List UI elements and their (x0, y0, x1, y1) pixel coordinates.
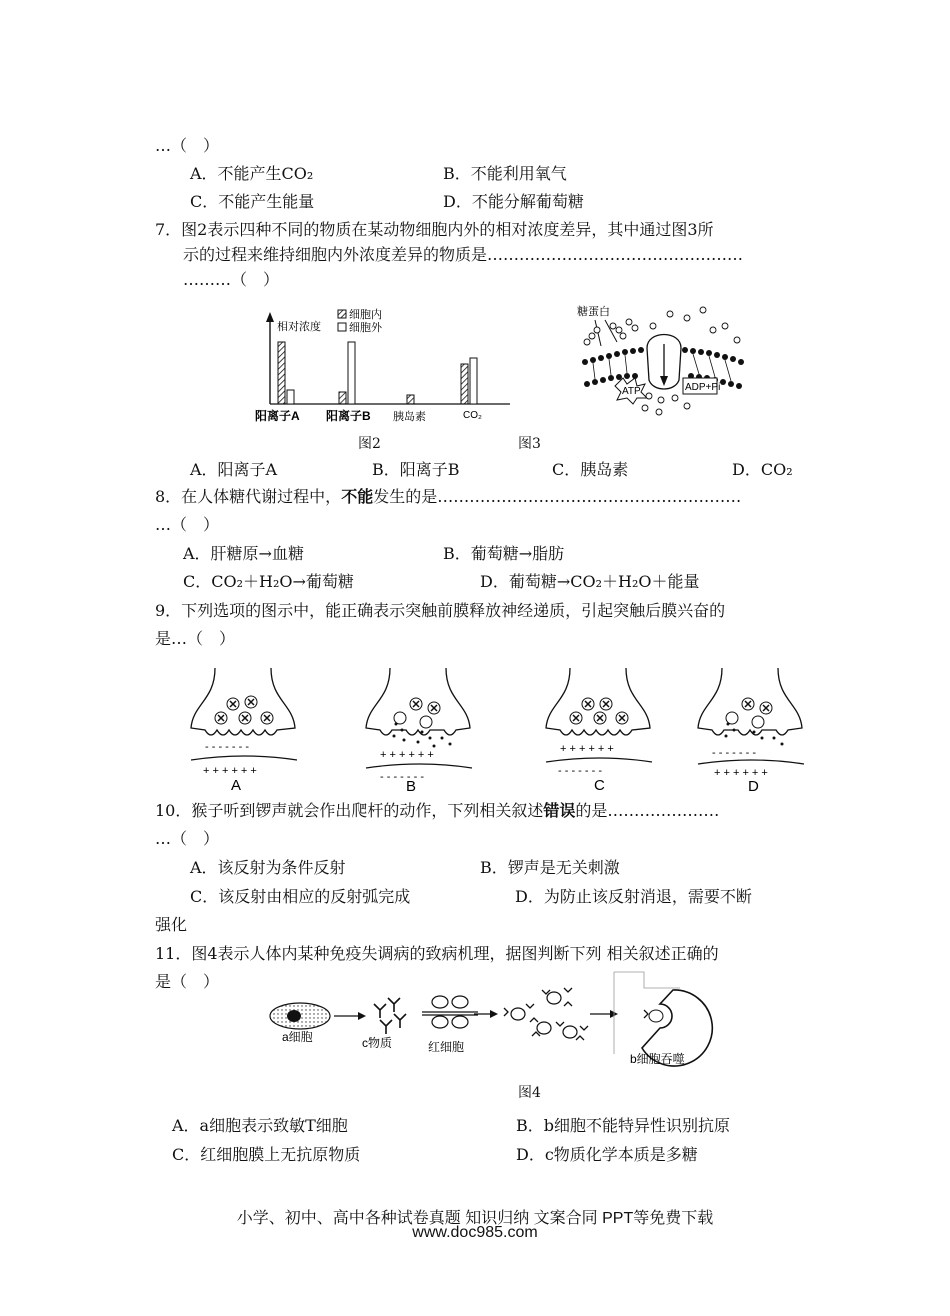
postsynaptic-charge-c: - - - - - - - (558, 765, 602, 777)
bar-cation-a-inside (278, 342, 285, 404)
postsynaptic-membrane-d (698, 760, 804, 764)
q10-stem-line1 (155, 801, 719, 821)
legend-inside-label: 细胞内 (349, 309, 382, 321)
q7-option-b: B．阳离子B (372, 460, 460, 479)
arrow-1-head (358, 1012, 366, 1020)
bar-co2-inside (461, 364, 468, 404)
q6-option-c: C．不能产生能量 (190, 192, 315, 211)
y-axis-arrow (266, 312, 274, 322)
q9-stem-line2: 是…（ ） (155, 629, 236, 648)
synapse-label-a: A (231, 777, 242, 794)
synapse-label-b: B (406, 778, 417, 795)
q8-stem-text: 8．在人体糖代谢过程中， (155, 487, 342, 506)
presynaptic-charge-a: - - - - - - - (205, 741, 249, 753)
q7-stem-line2: 示的过程来维持细胞内外浓度差异的物质是………………………………………… (183, 245, 744, 264)
footer-promo-text: 小学、初中、高中各种试卷真题 知识归纳 文案合同 PPT等免费下载 (236, 1210, 714, 1227)
q6-continuation: …（ ） (155, 136, 220, 155)
presynaptic-charge-d: - - - - - - - (712, 747, 756, 759)
q11-option-b: B．b细胞不能特异性识别抗原 (516, 1116, 731, 1135)
synapse-label-d: D (748, 778, 759, 795)
postsynaptic-membrane-b (366, 764, 472, 768)
synapse-diagram-d (692, 660, 814, 800)
figure-3-membrane-diagram (575, 300, 755, 418)
postsynaptic-charge-b: - - - - - - - (380, 771, 424, 783)
c-substance-label: c物质 (362, 1036, 393, 1050)
legend-inside-swatch (338, 310, 346, 318)
engulfed-antibody (644, 1010, 648, 1018)
q6-option-a: A．不能产生CO₂ (190, 164, 314, 183)
legend-outside-swatch (338, 323, 346, 331)
figure-3-caption: 图3 (518, 436, 541, 452)
bar-cation-a-outside (287, 390, 294, 404)
a-cell-nucleus (287, 1010, 301, 1022)
bar-cation-b-inside (339, 392, 346, 404)
presynaptic-terminal-c (546, 668, 650, 735)
figure-2-bar-chart (245, 300, 520, 430)
glycoprotein-label: 糖蛋白 (577, 306, 610, 318)
q8-stem-line2: …（ ） (155, 515, 220, 534)
engulfed-rbc (649, 1010, 663, 1022)
q6-option-d: D．不能分解葡萄糖 (443, 192, 584, 211)
q7-stem-line1: 7．图2表示四种不同的物质在某动物细胞内外的相对浓度差异，其中通过图3所 (155, 220, 714, 239)
q11-option-c: C．红细胞膜上无抗原物质 (172, 1145, 361, 1164)
arrow-3-head (490, 1010, 498, 1018)
q8-stem-emphasis: 不能 (341, 487, 374, 506)
b-cell-label: b细胞吞噬 (630, 1052, 685, 1066)
y-axis-label: 相对浓度 (277, 321, 321, 333)
q10-option-c: C．该反射由相应的反射弧完成 (190, 887, 411, 906)
phagocyte-frame-top (614, 972, 680, 988)
q10-option-a: A．该反射为条件反射 (190, 858, 346, 877)
presynaptic-terminal-a (191, 668, 295, 735)
figure-4-immune-diagram (268, 968, 723, 1073)
category-label-insulin: 胰岛素 (393, 411, 426, 423)
q7-option-c: C．胰岛素 (552, 460, 629, 479)
legend-outside-label: 细胞外 (349, 322, 382, 334)
q7-stem-line3: ………（ ） (183, 270, 280, 289)
red-blood-cell-label: 红细胞 (428, 1040, 465, 1054)
category-label-cation-b: 阳离子B (326, 409, 371, 423)
q7-option-a: A．阳离子A (190, 460, 278, 479)
postsynaptic-charge-a: + + + + + + (203, 765, 257, 777)
synapse-diagram-c (540, 660, 660, 800)
q10-stem-line2: …（ ） (155, 829, 220, 848)
synapse-diagram-b (360, 660, 480, 800)
figure-2-caption: 图2 (358, 436, 381, 452)
figure-4-caption: 图4 (518, 1085, 541, 1101)
inside-solute-particles (642, 393, 690, 415)
synapse-diagram-a (185, 660, 305, 800)
antibody-coated-rbcs (511, 992, 577, 1038)
q8-stem-line1 (155, 487, 741, 507)
a-cell-label: a细胞 (282, 1030, 313, 1044)
bar-co2-outside (470, 358, 477, 404)
q7-option-d: D．CO₂ (732, 460, 793, 479)
bar-cation-b-outside (348, 342, 355, 404)
presynaptic-charge-c: + + + + + + (560, 743, 614, 755)
q10-stem-emphasis: 错误 (543, 801, 576, 820)
q10-option-d: D．为防止该反射消退，需要不断 (515, 887, 752, 906)
q9-stem-line1: 9．下列选项的图示中，能正确表示突触前膜释放神经递质，引起突触后膜兴奋的 (155, 601, 726, 620)
bar-insulin-inside (407, 395, 414, 404)
q8-option-b: B．葡萄糖→脂肪 (443, 544, 565, 563)
q6-option-b: B．不能利用氧气 (443, 164, 567, 183)
q8-stem-tail: 发生的是………………………………………………… (373, 487, 742, 506)
postsynaptic-membrane-c (546, 758, 652, 762)
q11-stem-line1: 11．图4表示人体内某种免疫失调病的致病机理，据图判断下列 相关叙述正确的 (155, 944, 719, 963)
q10-stem-text: 10．猴子听到锣声就会作出爬杆的动作，下列相关叙述 (155, 801, 544, 820)
q11-option-d: D．c物质化学本质是多糖 (516, 1145, 698, 1164)
q8-option-a: A．肝糖原→血糖 (183, 544, 304, 563)
postsynaptic-charge-d: + + + + + + (714, 767, 768, 779)
atp-label: ATP (622, 386, 641, 397)
antibody-molecules (374, 998, 406, 1034)
q8-option-c: C．CO₂＋H₂O→葡萄糖 (183, 572, 354, 591)
footer-url[interactable]: www.doc985.com (412, 1224, 538, 1241)
q8-option-d: D．葡萄糖→CO₂＋H₂O＋能量 (480, 572, 700, 591)
presynaptic-charge-b: + + + + + + (380, 749, 434, 761)
q11-option-a: A．a细胞表示致敏T细胞 (172, 1116, 348, 1135)
q10-option-d-continued: 强化 (155, 915, 188, 934)
category-label-co2: CO₂ (463, 410, 482, 421)
q10-option-b: B．锣声是无关刺激 (480, 858, 620, 877)
q10-stem-tail: 的是………………… (575, 801, 720, 820)
adp-label: ADP+Pi (685, 382, 721, 393)
q11-stem-line2: 是（ ） (155, 972, 220, 991)
synapse-label-c: C (594, 777, 605, 794)
category-label-cation-a: 阳离子A (255, 409, 300, 423)
postsynaptic-membrane-a (191, 756, 297, 760)
